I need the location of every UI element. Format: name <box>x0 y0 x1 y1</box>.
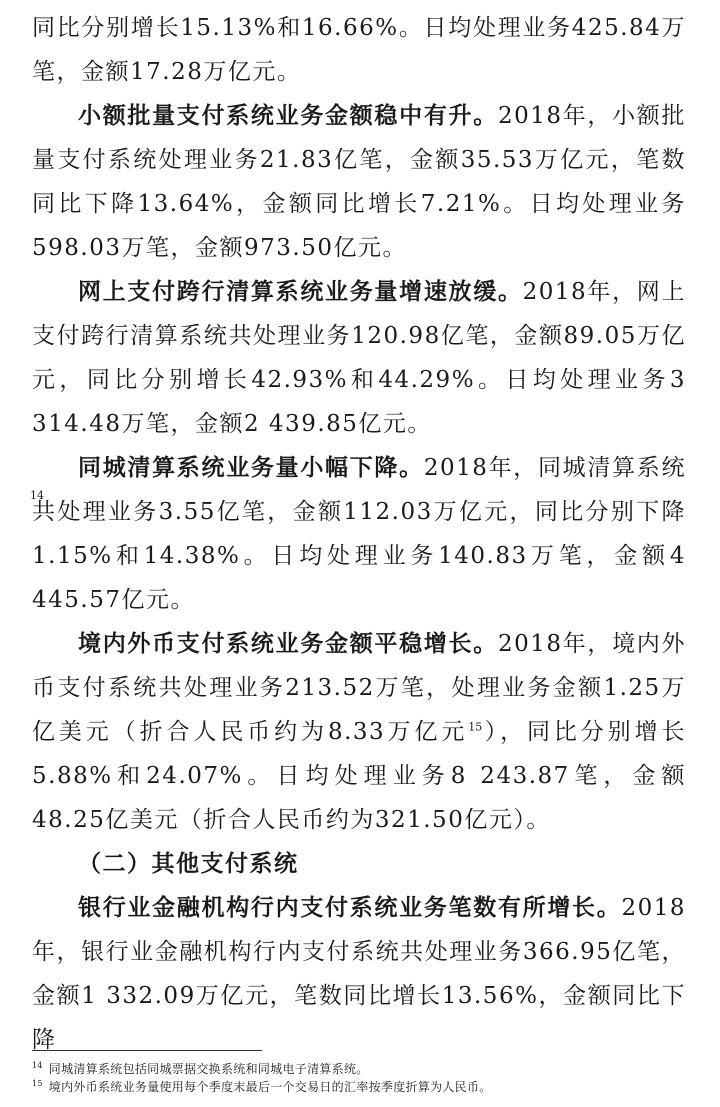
paragraph-online-payment <box>32 270 686 446</box>
footnote <box>32 1060 686 1078</box>
footnote-divider <box>32 1050 262 1051</box>
paragraph-text: 2018年，同城清算系统共处理业务3.55亿笔，金额112.03万亿元，同比分别下降1.15%和14.38%。日均处理业务140.83万笔，金额4 445.57亿元。 <box>32 455 686 613</box>
section-heading: （二）其他支付系统 <box>78 851 299 877</box>
paragraph-lead: 银行业金融机构行内支付系统业务笔数有所增长。 <box>78 895 622 921</box>
paragraph-foreign-currency <box>32 622 686 842</box>
footnote-number: 15 <box>32 1079 43 1088</box>
paragraph-text: 2018年，小额批量支付系统处理业务21.83亿笔，金额35.53万亿元，笔数同比下降13.64%，金额同比增长7.21%。日均处理业务598.03万笔，金额973.50亿元。 <box>32 103 686 261</box>
footnote-text: 同城清算系统包括同城票据交换系统和同城电子清算系统。 <box>48 1062 369 1076</box>
footnotes <box>32 1060 686 1096</box>
paragraph-lead: 网上支付跨行清算系统业务量增速放缓。 <box>78 279 523 305</box>
body-text <box>32 6 686 1062</box>
paragraph-small-batch-payment <box>32 94 686 270</box>
paragraph-lead: 小额批量支付系统业务金额稳中有升。 <box>78 103 498 129</box>
paragraph-same-city-clearing <box>32 446 686 622</box>
footnote-marker-margin: 14 <box>30 489 44 502</box>
paragraph-lead: 境内外币支付系统业务金额平稳增长。 <box>78 631 498 657</box>
paragraph-text: ），同比分别增长5.88%和24.07%。日均处理业务8 243.87笔，金额48.25亿美元（折合人民币约为321.50亿元）。 <box>32 719 686 833</box>
paragraph-text: 2018年，网上支付跨行清算系统共处理业务120.98亿笔，金额89.05万亿元，同比分别增长42.93%和44.29%。日均处理业务3 314.48万笔，金额2 439.85亿元。 <box>32 279 686 437</box>
paragraph-text: 2018年，境内外币支付系统共处理业务213.52万笔，处理业务金额1.25万亿美元（折合人民币约为8.33万亿元 <box>32 631 686 745</box>
footnote-number: 14 <box>32 1061 43 1070</box>
paragraph-text: 同比分别增长15.13%和16.66%。日均处理业务425.84万笔，金额17.28万亿元。 <box>32 15 686 85</box>
paragraph-bank-internal-payment <box>32 886 686 1062</box>
paragraph-lead: 同城清算系统业务量小幅下降。 <box>78 455 424 481</box>
footnote-reference: 15 <box>468 720 483 734</box>
paragraph-continuation <box>32 6 686 94</box>
footnote-text: 境内外币系统业务量使用每个季度末最后一个交易日的汇率按季度折算为人民币。 <box>48 1080 492 1094</box>
footnote <box>32 1078 686 1096</box>
paragraph-text: 2018年，银行业金融机构行内支付系统共处理业务366.95亿笔，金额1 332.09万亿元，笔数同比增长13.56%，金额同比下降 <box>32 895 686 1053</box>
